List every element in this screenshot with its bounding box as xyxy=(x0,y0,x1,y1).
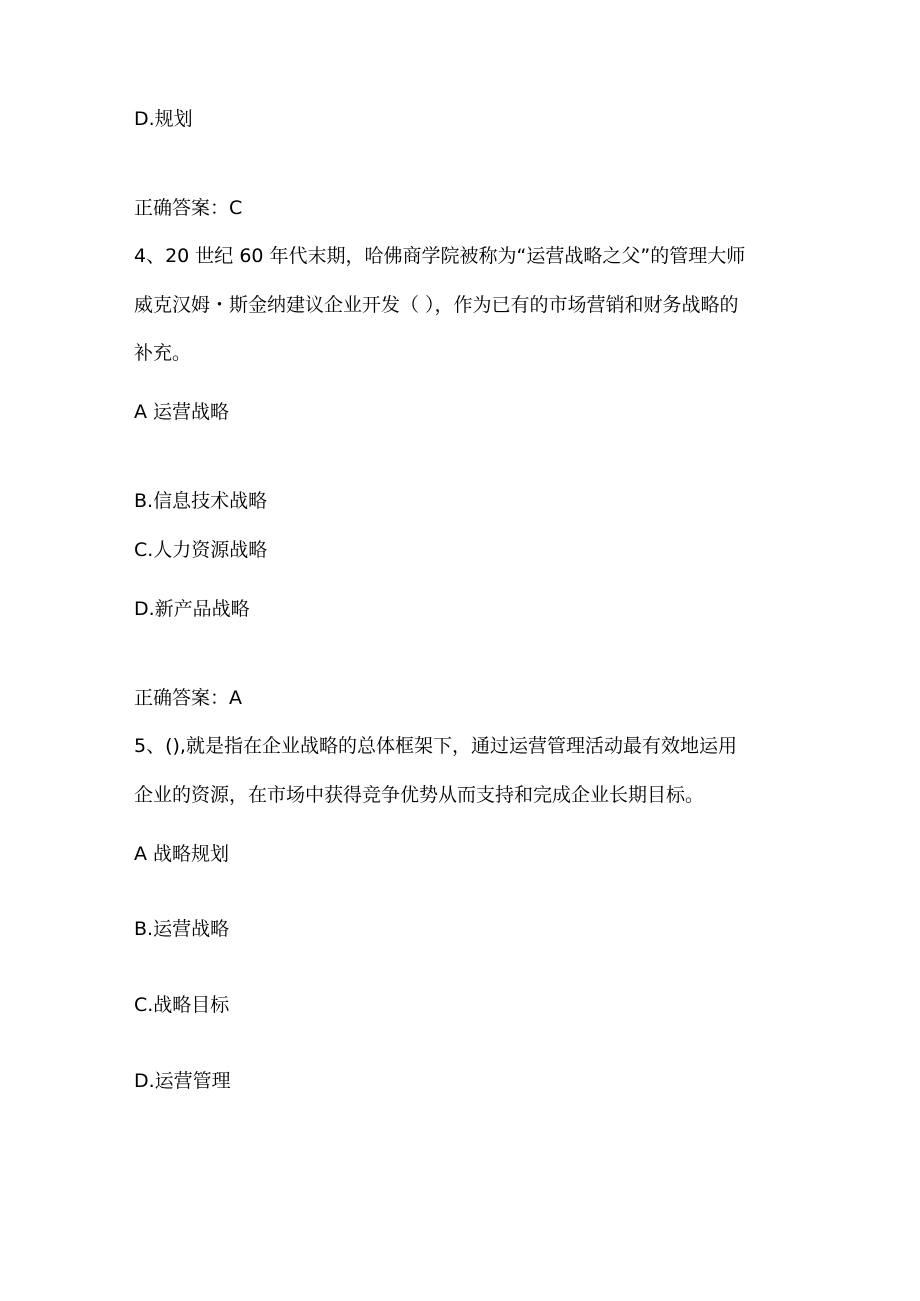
q4-option-d: D.新产品战略 xyxy=(134,598,250,620)
q4-option-c: C.人力资源战略 xyxy=(134,539,268,561)
q5-text-line-2: 企业的资源，在市场中获得竞争优势从而支持和完成企业长期目标。 xyxy=(134,784,705,806)
q4-answer: 正确答案：A xyxy=(134,687,242,709)
q4-option-b: B.信息技术战略 xyxy=(134,490,268,512)
q4-option-a: A 运营战略 xyxy=(134,401,230,423)
q5-option-a: A 战略规划 xyxy=(134,843,230,865)
q4-text-line-1: 4、20 世纪 60 年代末期，哈佛商学院被称为“运营战略之父”的管理大师 xyxy=(134,245,746,267)
prev-answer: 正确答案：C xyxy=(134,197,243,219)
q5-option-b: B.运营战略 xyxy=(134,918,230,940)
q4-text-line-3: 补充。 xyxy=(134,342,192,364)
prev-option-d: D.规划 xyxy=(134,108,193,130)
q5-option-d: D.运营管理 xyxy=(134,1070,231,1092)
q5-option-c: C.战略目标 xyxy=(134,994,230,1016)
q4-text-line-2: 威克汉姆・斯金纳建议企业开发（ ），作为已有的市场营销和财务战略的 xyxy=(134,294,739,316)
q5-text-line-1: 5、(),就是指在企业战略的总体框架下，通过运营管理活动最有效地运用 xyxy=(134,735,737,757)
